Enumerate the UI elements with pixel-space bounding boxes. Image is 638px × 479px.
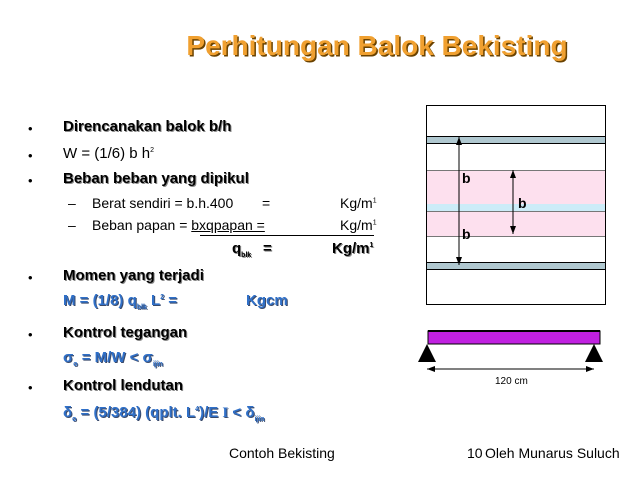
footer-author: Oleh Munarus Suluch: [485, 445, 620, 461]
support-left-icon: [418, 344, 436, 362]
bullet-3-text: Beban beban yang dipikul: [63, 170, 249, 187]
bullet-6-dot: •: [28, 380, 33, 395]
moment-b: L: [146, 292, 161, 309]
q-main: q: [232, 240, 242, 257]
delta-c: )/E: [199, 404, 223, 421]
q-eq: =: [263, 240, 272, 257]
sub-1-unit-sup: 1: [372, 197, 377, 205]
bullet-1-dot: •: [28, 121, 33, 136]
moment-a: M = (1/8) q: [63, 292, 137, 309]
dim-arrow-right-top: [510, 170, 516, 178]
dim-arrow-left-top: [456, 137, 462, 145]
q-unit-text: Kg/m: [332, 240, 370, 257]
footer-center: Contoh Bekisting: [229, 445, 335, 461]
sub-2-dash: –: [68, 217, 76, 233]
span-arrow-right: [586, 366, 594, 372]
footer-page-number: 10: [467, 445, 483, 461]
q-unit-sup: 1: [369, 242, 374, 249]
delta-sub2: ijin: [254, 416, 265, 423]
moment-sup: 2: [160, 294, 165, 301]
sub-2-label-b: bxqpapan =: [191, 217, 265, 233]
sigma-b: = M/W < σ: [77, 349, 153, 366]
dim-arrow-right-bottom: [510, 226, 516, 234]
sub-1-label: Berat sendiri = b.h.400: [92, 195, 234, 211]
label-b-2: b: [518, 195, 527, 211]
sigma-sub2: ijin: [152, 361, 163, 368]
bullet-1-text: Direncanakan balok b/h: [63, 118, 232, 135]
delta-d: I: [222, 405, 229, 421]
sub-1-eq: =: [262, 195, 271, 211]
sigma-sub: o: [73, 361, 78, 368]
moment-c: =: [164, 292, 178, 309]
label-b-1: b: [462, 170, 471, 186]
w-formula: W = (1/6) b h: [63, 145, 151, 162]
delta-b: = (5/384) (qplt. L: [76, 404, 196, 421]
sigma-a: σ: [63, 349, 74, 366]
sub-1-dash: –: [68, 195, 76, 211]
span-label: 120 cm: [495, 376, 528, 387]
bullet-5-text: Kontrol tegangan: [63, 324, 188, 341]
dim-arrow-left-bottom: [456, 257, 462, 265]
bullet-2-dot: •: [28, 148, 33, 163]
bullet-5-dot: •: [28, 327, 33, 342]
support-right-icon: [585, 344, 603, 362]
moment-sub: blk: [136, 304, 147, 311]
bullet-6-text: Kontrol lendutan: [63, 377, 183, 394]
label-b-3: b: [462, 226, 471, 242]
bullet-4-text: Momen yang terjadi: [63, 267, 204, 284]
sub-1-unit-text: Kg/m: [340, 195, 373, 211]
sub-2-label-a: Beban papan =: [92, 217, 192, 233]
delta-e: < δ: [228, 404, 255, 421]
sub-2-unit-sup: 1: [372, 219, 377, 227]
span-arrow-left: [427, 366, 435, 372]
moment-unit: Kgcm: [246, 292, 288, 309]
bullet-4-dot: •: [28, 270, 33, 285]
delta-sub: o: [72, 416, 77, 423]
q-sub: blk: [241, 252, 252, 259]
delta-sup: 4: [195, 406, 200, 413]
delta-a: δ: [63, 404, 73, 421]
bullet-3-dot: •: [28, 173, 33, 188]
sub-2-unit-text: Kg/m: [340, 217, 373, 233]
beam-body: [428, 331, 600, 344]
slide-title: Perhitungan Balok Bekisting: [186, 30, 568, 61]
w-sup: 2: [150, 147, 155, 154]
